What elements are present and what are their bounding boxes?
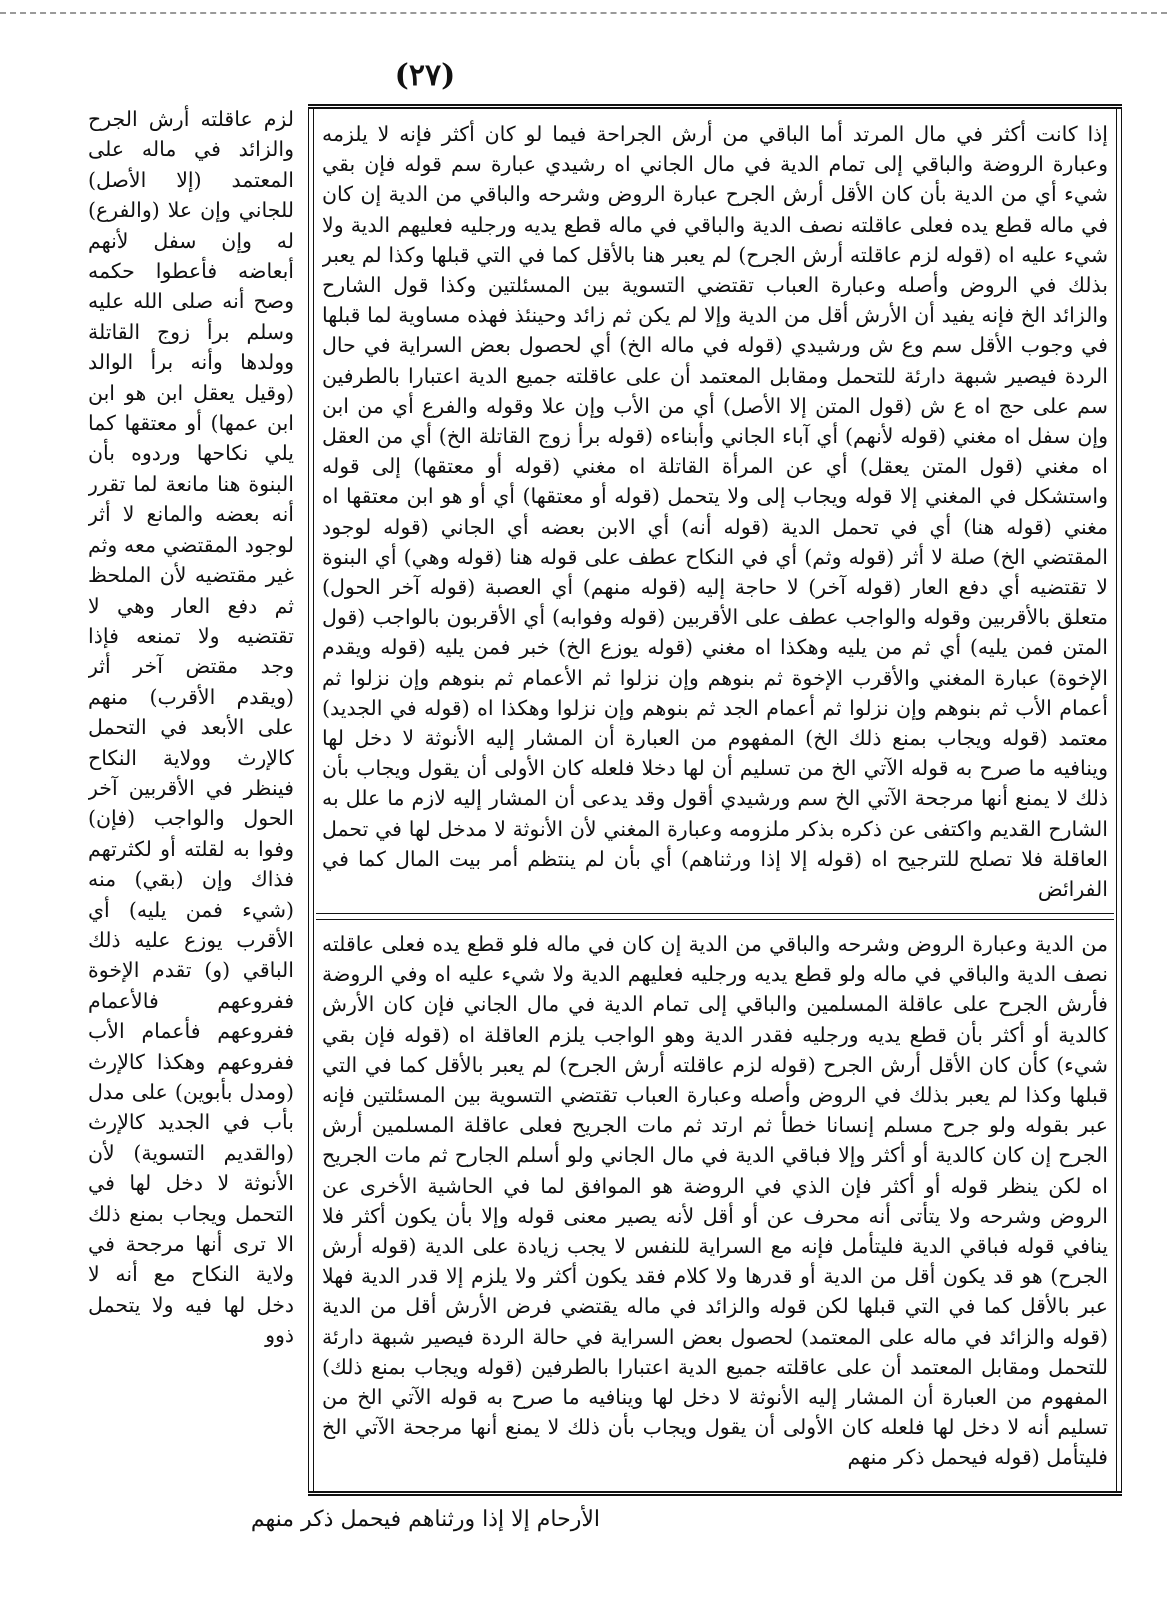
matn-text: لزم عاقلته أرش الجرح والزائد في ماله على المعتمد (إلا الأصل) للجاني وإن علا (والفرع) له وإن سفل لأنهم أبعاضه فأعطوا حكمه وصح أنه صلى الله عليه وسلم برأ زوج القاتلة وولدها وأنه برأ الوالد (وقيل يعقل ابن هو ابن ابن عمها) أو معتقها كما يلي نكاحها وردوه بأن البنوة هنا مانعة لما تقرر أنه بعضه والمانع لا أثر لوجود المقتضي معه وثم غير مقتضيه لأن الملحظ ثم دفع العار وهي لا تقتضيه ولا تمنعه فإذا وجد مقتض آخر أثر (ويقدم الأقرب) منهم على الأبعد في التحمل كالإرث وولاية النكاح فينظر في الأقربين آخر الحول والواجب (فإن) وفوا به لقلته أو لكثرتهم فذاك وإن (بقي) منه (شيء فمن يليه) أي الأقرب يوزع عليه ذلك الباقي (و) تقدم الإخوة ففروعهم فالأعمام ففروعهم فأعمام الأب ففروعهم وهكذا كالإرث (ومدل بأبوين) على مدل بأب في الجديد كالإرث (والقديم التسوية) لأن الأنوثة لا دخل لها في التحمل ويجاب بمنع ذلك الا ترى أنها مرجحة في ولاية النكاح مع أنه لا دخل لها فيه ولا يتحمل ذوو	[88, 107, 294, 1348]
matn-side-column	[88, 104, 294, 1484]
commentary-column	[308, 104, 1122, 1496]
hashiya-lower-block	[322, 929, 1108, 1489]
page-footer-catchword: الأرحام إلا إذا ورثناهم فيحمل ذكر منهم	[250, 1507, 600, 1532]
scan-edge-line	[0, 12, 1167, 14]
hashiya-upper-block	[322, 119, 1108, 909]
hashiya-lower-text: من الدية وعبارة الروض وشرحه والباقي من الدية إن كان في ماله فلو قطع يده فعلى عاقلته نصف الدية والباقي في ماله ولو قطع يديه ورجليه فعليهم الدية ولا شيء عليه اه وفي الروضة فأرش الجرح على عاقلة المسلمين والباقي إلى تمام الدية في مال الجاني فإن كان الأرش كالدية أو أكثر بأن قطع يديه ورجليه فقدر الدية وهو الواجب يلزم العاقلة اه (قوله فإن بقي شيء) كأن كان الأقل أرش الجرح (قوله لزم عاقلته أرش الجرح) لم يعبر بالأقل كما في التي قبلها وكذا لم يعبر بذلك في الروض وأصله وعبارة العباب تقتضي التسوية بين المسئلتين فإنه عبر بقوله ولو جرح مسلم إنسانا خطأ ثم ارتد ثم مات الجريح فعلى عاقلة المسلمين أرش الجرح إن كان كالدية أو أكثر وإلا فباقي الدية في مال الجاني ولو أسلم الجارح ثم مات الجريح اه لكن ينظر قوله أو أكثر فإن الذي في الروضة هو الموافق لما في الحاشية الأخرى عن الروض وشرحه ولا يتأتى أنه محرف عن أو أقل لأنه يصير معنى قوله وإلا بأن يكون أكثر فلا ينافي قوله فباقي الدية فليتأمل فإنه مع السراية للنفس لا يجب زيادة على الدية (قوله أرش الجرح) هو قد يكون أقل من الدية أو قدرها ولا كلام فقد يكون أكثر ولا يلزم إلا قدر الدية فهلا عبر بالأقل كما في التي قبلها لكن قوله والزائد في ماله يقتضي فرض الأرش أقل من الدية (قوله والزائد في ماله على المعتمد) لحصول بعض السراية في حالة الردة فيصير شبهة دارئة للتحمل ومقابل المعتمد أن على عاقلته جميع الدية اعتبارا بالطرفين (قوله ويجاب بمنع ذلك) المفهوم من العبارة أن المشار إليه الأنوثة لا دخل لها وينافيه ما صرح به قوله الآتي الخ من تسليم أنه لا دخل لها فلعله كان الأولى أن يقول ويجاب بأن ذلك لا يمنع أنها مرجحة الآتي الخ فليتأمل (قوله فيحمل ذكر منهم	[322, 932, 1108, 1470]
hashiya-upper-text: إذا كانت أكثر في مال المرتد أما الباقي من أرش الجراحة فيما لو كان أكثر فإنه لا يلزمه وعبارة الروضة والباقي إلى تمام الدية في مال الجاني اه رشيدي عبارة سم قوله فإن بقي شيء أي من الدية بأن كان الأقل أرش الجرح عبارة الروض وشرحه والباقي من الدية إن كان في ماله قطع يده فعلى عاقلته نصف الدية والباقي في ماله قطع يديه ورجليه فعليهم الدية ولا شيء عليه اه (قوله لزم عاقلته أرش الجرح) لم يعبر هنا بالأقل كما في التي قبلها وكذا لم يعبر بذلك في الروض وأصله وعبارة العباب تقتضي التسوية بين المسئلتين وكذا قول الشارح والزائد الخ فإنه يفيد أن الأرش أقل من الدية وإلا لم يكن ثم زائد وحينئذ فهذه مساوية لما قبلها في وجوب الأقل سم وع ش ورشيدي (قوله في ماله الخ) أي لحصول بعض السراية في حال الردة فيصير شبهة دارئة للتحمل ومقابل المعتمد أن على عاقلته جميع الدية اعتبارا بالطرفين سم على حج اه ع ش (قول المتن إلا الأصل) أي من الأب وإن علا وقوله والفرع أي من ابن وإن سفل اه مغني (قوله لأنهم) أي آباء الجاني وأبناءه (قوله برأ زوج القاتلة الخ) أي من العقل اه مغني (قول المتن يعقل) أي عن المرأة القاتلة اه مغني (قوله أو معتقها) إلى قوله واستشكل في المغني إلا قوله ويجاب إلى ولا يتحمل (قوله أو معتقها) أي أو هو ابن معتقها اه مغني (قوله هنا) أي في تحمل الدية (قوله أنه) أي الابن بعضه أي الجاني (قوله لوجود المقتضي الخ) صلة لا أثر (قوله وثم) أي في النكاح عطف على قوله هنا (قوله وهي) أي البنوة لا تقتضيه أي دفع العار (قوله آخر) لا حاجة إليه (قوله منهم) أي العصبة (قوله آخر الحول) متعلق بالأقربين وقوله والواجب عطف على الأقربين (قوله وفوابه) أي الأقربون بالواجب (قول المتن فمن يليه) أي ثم من يليه وهكذا اه مغني (قوله يوزع الخ) خبر فمن يليه (قوله ويقدم الإخوة) عبارة المغني والأقرب الإخوة ثم بنوهم وإن نزلوا ثم الأعمام ثم بنوهم وإن نزلوا ثم أعمام الأب ثم بنوهم وإن نزلوا ثم أعمام الجد ثم بنوهم وإن نزلوا وهكذا اه (قوله في الجديد) معتمد (قوله ويجاب بمنع ذلك الخ) المفهوم من العبارة أن المشار إليه الأنوثة لا دخل لها وينافيه ما صرح به قوله الآتي الخ من تسليم أن لها دخلا فلعله كان الأولى أن يقول ويجاب بأن ذلك لا يمنع أنها مرجحة الآتي الخ سم ورشيدي أقول وقد يدعى أن المشار إليه لازم ما علل به الشارح القديم واكتفى عن ذكره بذكر ملزومه وعبارة المغني لأن الأنوثة لا مدخل لها في تحمل العاقلة فلا تصلح للترجيح اه (قوله إلا إذا ورثناهم) أي بأن لم ينتظم أمر بيت المال كما في الفرائض	[322, 122, 1108, 902]
page-number: (٢٧)	[394, 58, 456, 93]
block-divider	[316, 913, 1114, 920]
